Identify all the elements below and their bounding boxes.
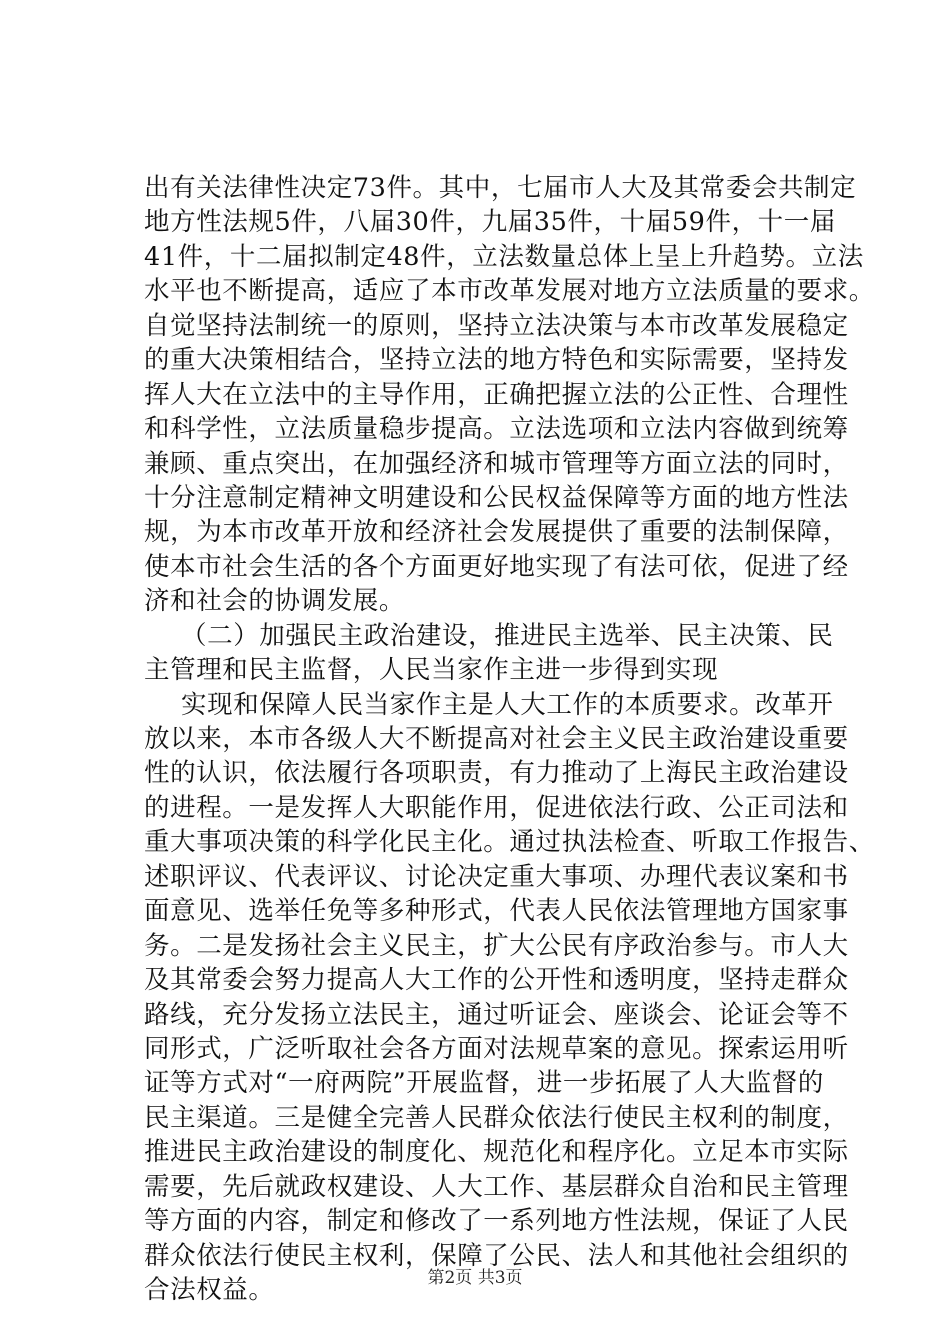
text-line: 合法权益。 xyxy=(144,1275,275,1305)
text-line: 放以来，本市各级人大不断提高对社会主义民主政治建设重要 xyxy=(144,724,849,754)
text-line: （二）加强民主政治建设，推进民主选举、民主决策、民 xyxy=(181,620,834,651)
text-line: 的进程。一是发挥人大职能作用，促进依法行政、公正司法和 xyxy=(144,792,849,823)
text-line: 地方性法规5件，八届30件，九届35件，十届59件，十一届 xyxy=(144,207,836,238)
text-line: 自觉坚持法制统一的原则，坚持立法决策与本市改革发展稳定 xyxy=(144,310,849,341)
text-line: 等方面的内容，制定和修改了一系列地方性法规，保证了人民 xyxy=(144,1206,849,1237)
text-line: 十分注意制定精神文明建设和公民权益保障等方面的地方性法 xyxy=(144,482,849,513)
text-line: 路线，充分发扬立法民主，通过听证会、座谈会、论证会等不 xyxy=(144,999,849,1030)
text-line: 述职评议、代表评议、讨论决定重大事项、办理代表议案和书 xyxy=(144,861,849,892)
text-line: 和科学性，立法质量稳步提高。立法选项和立法内容做到统筹 xyxy=(144,414,849,445)
page-footer: 第2页 共3页 xyxy=(427,1268,523,1288)
text-line: 规，为本市改革开放和经济社会发展提供了重要的法制保障， xyxy=(144,517,849,548)
text-line: 出有关法律性决定73件。其中，七届市人大及其常委会共制定 xyxy=(144,173,857,203)
text-line: 推进民主政治建设的制度化、规范化和程序化。立足本市实际 xyxy=(144,1137,849,1168)
body-text xyxy=(144,171,875,1307)
text-line: 需要，先后就政权建设、人大工作、基层群众自治和民主管理 xyxy=(144,1171,849,1202)
text-line: 济和社会的协调发展。 xyxy=(144,586,406,617)
text-line: 重大事项决策的科学化民主化。通过执法检查、听取工作报告、 xyxy=(144,827,875,858)
text-line: 41件，十二届拟制定48件，立法数量总体上呈上升趋势。立法 xyxy=(144,241,864,272)
text-line: 性的认识，依法履行各项职责，有力推动了上海民主政治建设 xyxy=(144,758,849,789)
text-line: 使本市社会生活的各个方面更好地实现了有法可依，促进了经 xyxy=(144,551,849,582)
text-line: 务。二是发扬社会主义民主，扩大公民有序政治参与。市人大 xyxy=(144,930,849,961)
text-line: 的重大决策相结合，坚持立法的地方特色和实际需要，坚持发 xyxy=(144,345,849,376)
text-line: 民主渠道。三是健全完善人民群众依法行使民主权利的制度， xyxy=(144,1102,849,1133)
text-line: 实现和保障人民当家作主是人大工作的本质要求。改革开 xyxy=(181,689,834,720)
text-line: 面意见、选举任免等多种形式，代表人民依法管理地方国家事 xyxy=(144,896,849,927)
text-line: 挥人大在立法中的主导作用，正确把握立法的公正性、合理性 xyxy=(144,379,849,410)
text-line: 水平也不断提高，适应了本市改革发展对地方立法质量的要求。 xyxy=(144,276,875,307)
text-line: 证等方式对“一府两院”开展监督，进一步拓展了人大监督的 xyxy=(144,1068,824,1099)
text-line: 同形式，广泛听取社会各方面对法规草案的意见。探索运用听 xyxy=(144,1033,849,1064)
text-line: 主管理和民主监督，人民当家作主进一步得到实现 xyxy=(144,655,719,686)
text-line: 兼顾、重点突出，在加强经济和城市管理等方面立法的同时， xyxy=(144,448,849,479)
text-line: 群众依法行使民主权利，保障了公民、法人和其他社会组织的 xyxy=(144,1240,849,1271)
text-line: 及其常委会努力提高人大工作的公开性和透明度，坚持走群众 xyxy=(144,965,849,996)
